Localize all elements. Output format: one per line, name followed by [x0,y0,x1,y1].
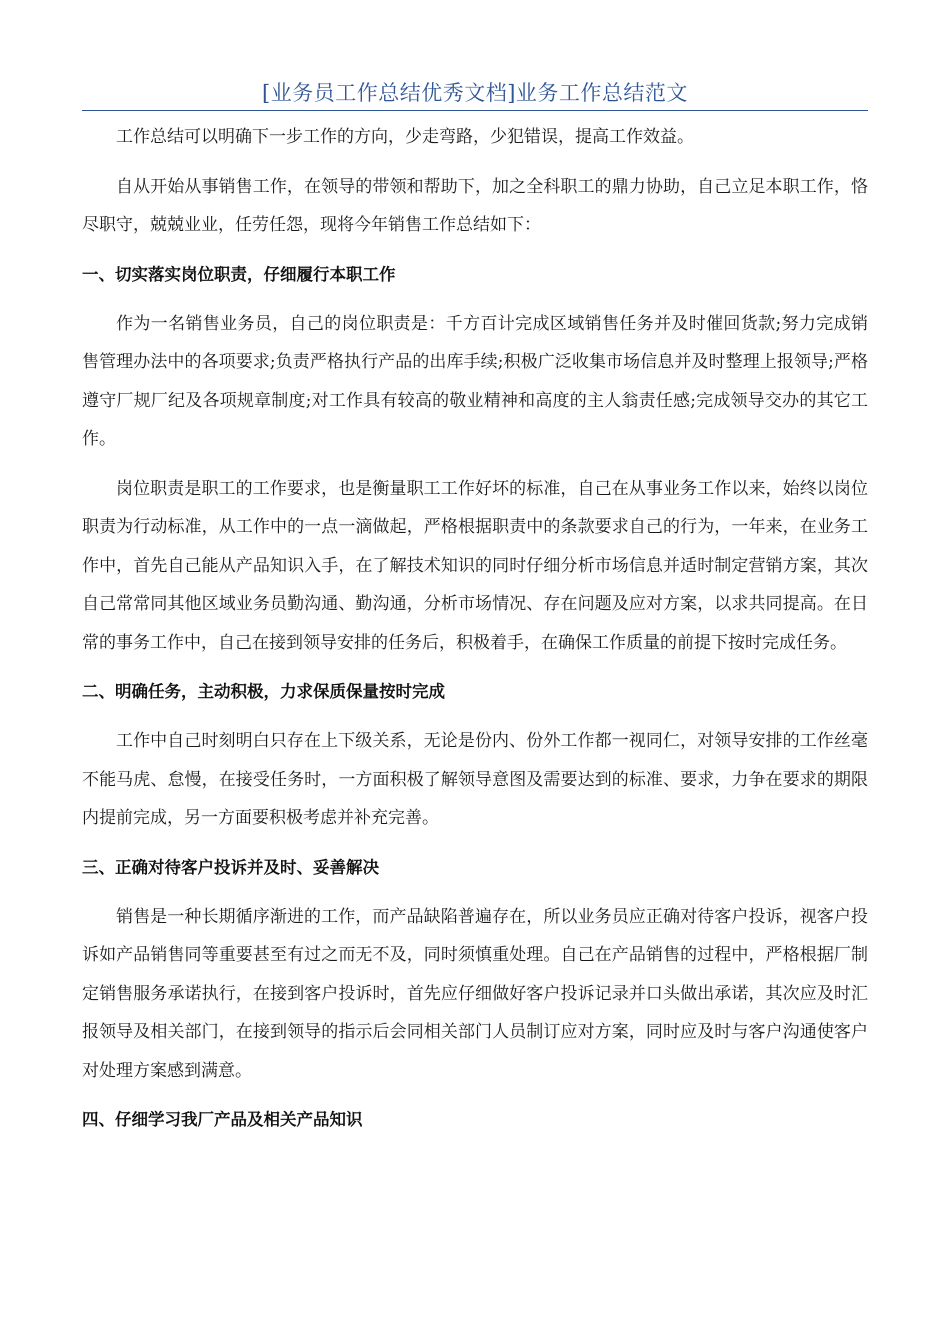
document-header [82,78,868,111]
section-heading-3: 三、正确对待客户投诉并及时、妥善解决 [82,857,379,877]
section-1-paragraph-1: 作为一名销售业务员，自己的岗位职责是：千方百计完成区域销售任务并及时催回货款;努力完成销售管理办法中的各项要求;负责严格执行产品的出库手续;积极广泛收集市场信息并及时整理上报领导;严格遵守厂规厂纪及各项规章制度;对工作具有较高的敬业精神和高度的主人翁责任感;完成领导交办的其它工作。 [82,313,868,449]
intro-paragraph-2: 自从开始从事销售工作，在领导的带领和帮助下，加之全科职工的鼎力协助，自己立足本职工作，恪尽职守，兢兢业业，任劳任怨，现将今年销售工作总结如下： [82,176,868,235]
section-2-paragraph-1: 工作中自己时刻明白只存在上下级关系，无论是份内、份外工作都一视同仁，对领导安排的工作丝毫不能马虎、怠慢，在接受任务时，一方面积极了解领导意图及需要达到的标准、要求，力争在要求的期限内提前完成，另一方面要积极考虑并补充完善。 [82,731,868,828]
section-heading-2: 二、明确任务，主动积极，力求保质保量按时完成 [82,682,445,701]
document-title: [业务员工作总结优秀文档]业务工作总结范文 [262,81,688,105]
section-3-paragraph-1: 销售是一种长期循序渐进的工作，而产品缺陷普遍存在，所以业务员应正确对待客户投诉，视客户投诉如产品销售同等重要甚至有过之而无不及，同时须慎重处理。自己在产品销售的过程中，严格根据厂制定销售服务承诺执行，在接到客户投诉时，首先应仔细做好客户投诉记录并口头做出承诺，其次应及时汇报领导及相关部门，在接到领导的指示后会同相关部门人员制订应对方案，同时应及时与客户沟通使客户对处理方案感到满意。 [82,906,868,1081]
section-1-paragraph-2: 岗位职责是职工的工作要求，也是衡量职工工作好坏的标准，自己在从事业务工作以来，始终以岗位职责为行动标准，从工作中的一点一滴做起，严格根据职责中的条款要求自己的行为，一年来，在业务工作中，首先自己能从产品知识入手，在了解技术知识的同时仔细分析市场信息并适时制定营销方案，其次自己常常同其他区域业务员勤沟通、勤沟通，分析市场情况、存在问题及应对方案，以求共同提高。在日常的事务工作中，自己在接到领导安排的任务后，积极着手，在确保工作质量的前提下按时完成任务。 [82,478,868,653]
section-heading-1: 一、切实落实岗位职责，仔细履行本职工作 [82,264,396,284]
section-heading-4: 四、仔细学习我厂产品及相关产品知识 [82,1110,363,1129]
intro-paragraph-1: 工作总结可以明确下一步工作的方向，少走弯路，少犯错误，提高工作效益。 [116,127,694,147]
document-body [82,118,868,1139]
